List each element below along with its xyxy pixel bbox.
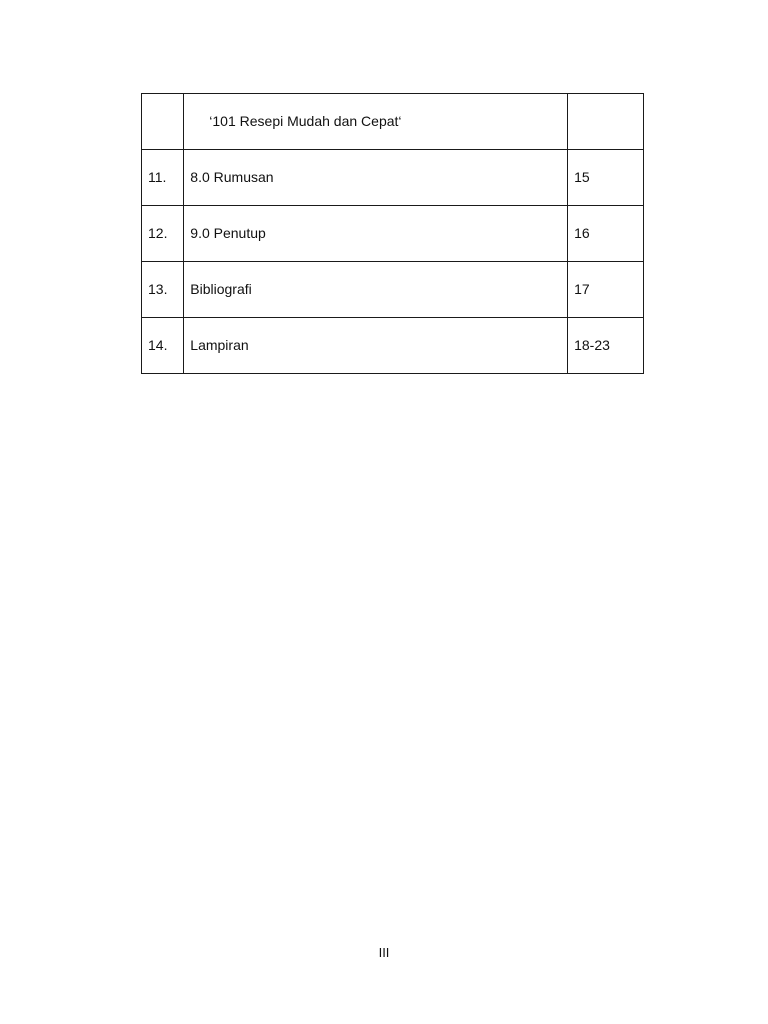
- table-row: [142, 94, 644, 150]
- row-page: 16: [568, 206, 644, 262]
- row-title: Bibliografi: [184, 262, 568, 318]
- row-title: Lampiran: [184, 318, 568, 374]
- row-page: 17: [568, 262, 644, 318]
- row-number: 11.: [142, 150, 184, 206]
- table-row: [142, 318, 644, 374]
- row-page: 18-23: [568, 318, 644, 374]
- row-page: [568, 94, 644, 150]
- row-number: 13.: [142, 262, 184, 318]
- table-row: [142, 262, 644, 318]
- row-page: 15: [568, 150, 644, 206]
- row-title: ‘101 Resepi Mudah dan Cepat‘: [184, 94, 568, 150]
- page-number: III: [378, 945, 390, 960]
- row-number: 14.: [142, 318, 184, 374]
- table-row: [142, 150, 644, 206]
- row-title: 8.0 Rumusan: [184, 150, 568, 206]
- row-title: 9.0 Penutup: [184, 206, 568, 262]
- table-row: [142, 206, 644, 262]
- table-of-contents: [141, 93, 644, 374]
- row-number: [142, 94, 184, 150]
- row-number: 12.: [142, 206, 184, 262]
